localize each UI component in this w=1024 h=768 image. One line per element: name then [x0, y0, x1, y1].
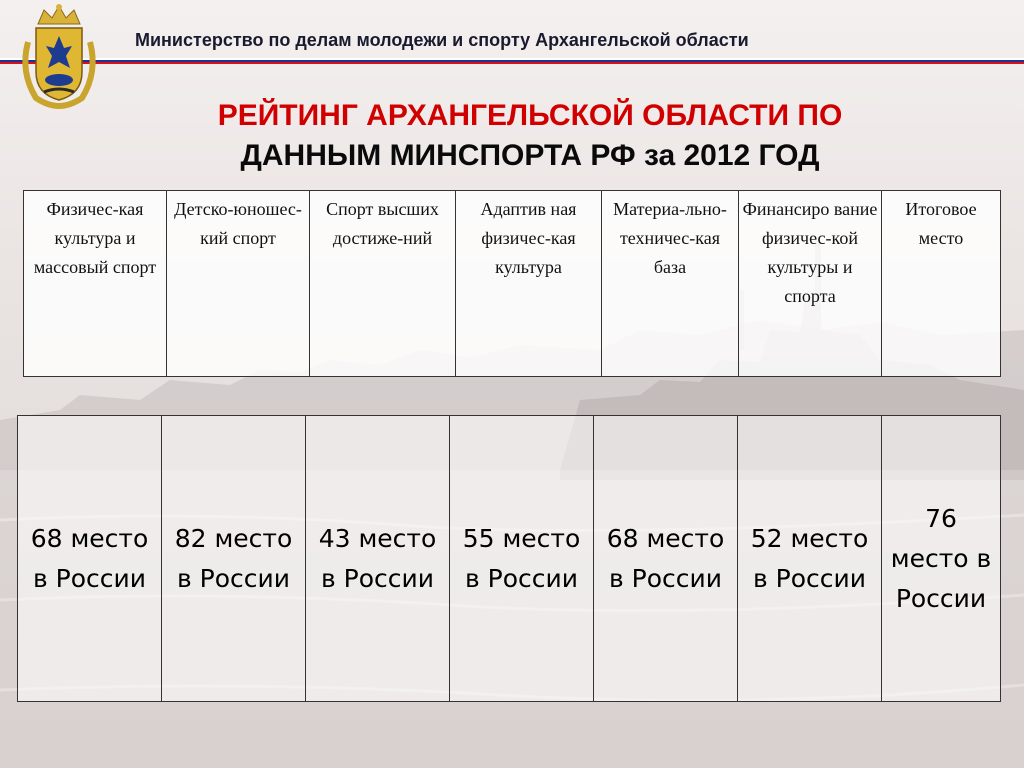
header-stripes: [0, 58, 1024, 66]
rank-cell: 55 место в России: [450, 416, 594, 702]
criteria-row: [24, 191, 1001, 377]
criteria-table: [23, 190, 1001, 377]
rank-cell: 43 место в России: [306, 416, 450, 702]
page-title: [100, 96, 960, 176]
stripe-red: [0, 62, 1024, 64]
ranks-table: [17, 415, 1001, 702]
rank-cell: 68 место в России: [18, 416, 162, 702]
criteria-cell: Физичес-кая культура и массовый спорт: [24, 191, 167, 377]
criteria-cell: Адаптив ная физичес-кая культура: [456, 191, 602, 377]
criteria-cell: Детско-юношес-кий спорт: [167, 191, 310, 377]
rank-cell: 52 место в России: [738, 416, 882, 702]
title-line-2: ДАННЫМ МИНСПОРТА РФ за 2012 ГОД: [240, 139, 820, 172]
ranks-row: [18, 416, 1001, 702]
rank-cell: 76 место в России: [882, 416, 1001, 702]
title-line-1: РЕЙТИНГ АРХАНГЕЛЬСКОЙ ОБЛАСТИ ПО: [217, 99, 843, 132]
rank-cell: 82 место в России: [162, 416, 306, 702]
criteria-cell: Итоговое место: [882, 191, 1001, 377]
criteria-cell: Материа-льно-техничес-кая база: [602, 191, 739, 377]
rank-cell: 68 место в России: [594, 416, 738, 702]
coat-of-arms-icon: [14, 2, 104, 110]
ministry-name: Министерство по делам молодежи и спорту Архангельской области: [135, 30, 749, 50]
criteria-cell: Спорт высших достиже-ний: [310, 191, 456, 377]
criteria-cell: Финансиро вание физичес-кой культуры и спорта: [739, 191, 882, 377]
